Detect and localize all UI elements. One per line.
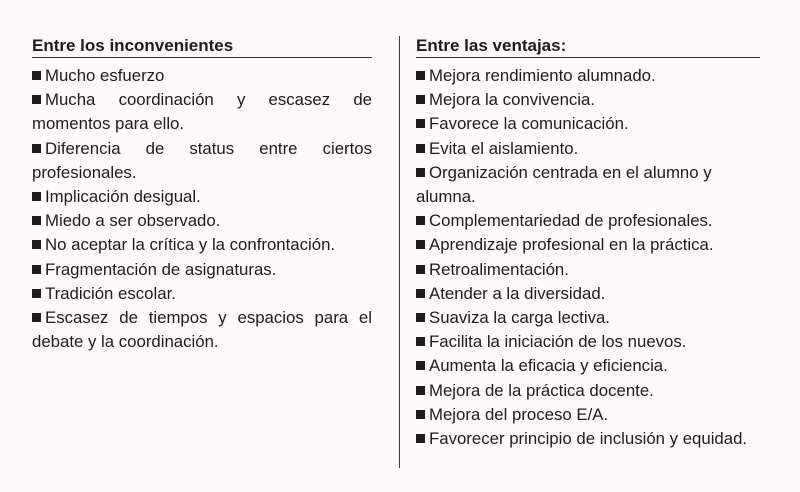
list-item-text: Atender a la diversidad. (429, 283, 606, 303)
disadvantages-heading: Entre los inconvenientes (32, 36, 372, 58)
square-bullet-icon (416, 216, 425, 225)
square-bullet-icon (416, 144, 425, 153)
square-bullet-icon (416, 386, 425, 395)
square-bullet-icon (416, 71, 425, 80)
list-item-text: Mucho esfuerzo (45, 66, 165, 85)
list-item (416, 88, 760, 112)
square-bullet-icon (32, 192, 41, 201)
list-item (32, 306, 372, 354)
square-bullet-icon (416, 361, 425, 370)
square-bullet-icon (416, 313, 425, 322)
advantages-list (416, 64, 760, 451)
list-item (416, 137, 760, 161)
square-bullet-icon (416, 95, 425, 104)
list-item (416, 354, 760, 378)
list-item-text: Evita el aislamiento. (429, 138, 579, 158)
list-item-text: Implicación desigual. (45, 187, 201, 207)
list-item-text: Mejora del proceso E/A. (429, 404, 609, 424)
list-item (32, 64, 372, 88)
list-item-text: Diferencia de status entre ciertos profesionales. (32, 138, 372, 182)
list-item-text: Fragmentación de asignaturas. (45, 259, 277, 279)
list-item (416, 379, 760, 403)
square-bullet-icon (416, 337, 425, 346)
square-bullet-icon (416, 434, 425, 443)
list-item (32, 258, 372, 282)
list-item-text: Escasez de tiempos y espacios para el debate y la coordinación. (32, 308, 372, 352)
list-item-text: Mucha coordinación y escasez de momentos para ello. (32, 90, 372, 134)
list-item (416, 403, 760, 427)
square-bullet-icon (416, 289, 425, 298)
list-item (416, 258, 760, 282)
list-item (416, 209, 760, 233)
list-item-text: Favorecer principio de inclusión y equidad. (429, 429, 748, 449)
square-bullet-icon (416, 265, 425, 274)
list-item-text: Favorece la comunicación. (429, 114, 629, 134)
advantages-heading: Entre las ventajas: (416, 36, 760, 58)
list-item (416, 161, 760, 209)
list-item-text: Facilita la iniciación de los nuevos. (429, 332, 687, 352)
list-item (416, 233, 760, 257)
advantages-column (416, 36, 760, 451)
list-item-text: Mejora rendimiento alumnado. (429, 66, 656, 85)
list-item (32, 137, 372, 185)
column-divider (399, 36, 400, 468)
list-item (416, 64, 760, 88)
square-bullet-icon (32, 265, 41, 274)
list-item-text: Retroalimentación. (429, 259, 569, 279)
list-item (32, 233, 372, 257)
square-bullet-icon (416, 168, 425, 177)
square-bullet-icon (32, 216, 41, 225)
list-item-text: Suaviza la carga lectiva. (429, 308, 610, 328)
list-item-text: Miedo a ser observado. (45, 211, 221, 231)
square-bullet-icon (416, 240, 425, 249)
list-item (416, 330, 760, 354)
list-item-text: Organización centrada en el alumno y alumna. (416, 162, 712, 207)
disadvantages-list (32, 64, 372, 354)
square-bullet-icon (32, 71, 41, 80)
square-bullet-icon (416, 119, 425, 128)
list-item-text: No aceptar la crítica y la confrontación. (45, 235, 336, 255)
list-item (416, 282, 760, 306)
square-bullet-icon (32, 289, 41, 298)
list-item (32, 282, 372, 306)
list-item-text: Mejora la convivencia. (429, 90, 596, 110)
square-bullet-icon (416, 410, 425, 419)
list-item-text: Complementariedad de profesionales. (429, 211, 713, 231)
list-item (416, 306, 760, 330)
square-bullet-icon (32, 240, 41, 249)
square-bullet-icon (32, 144, 41, 153)
list-item (32, 88, 372, 136)
list-item (32, 209, 372, 233)
square-bullet-icon (32, 313, 41, 322)
disadvantages-column (32, 36, 372, 354)
list-item-text: Aumenta la eficacia y eficiencia. (429, 356, 668, 376)
list-item (416, 427, 760, 451)
square-bullet-icon (32, 95, 41, 104)
list-item-text: Mejora de la práctica docente. (429, 380, 654, 400)
list-item (416, 112, 760, 136)
list-item-text: Aprendizaje profesional en la práctica. (429, 235, 714, 255)
list-item-text: Tradición escolar. (45, 283, 176, 303)
list-item (32, 185, 372, 209)
